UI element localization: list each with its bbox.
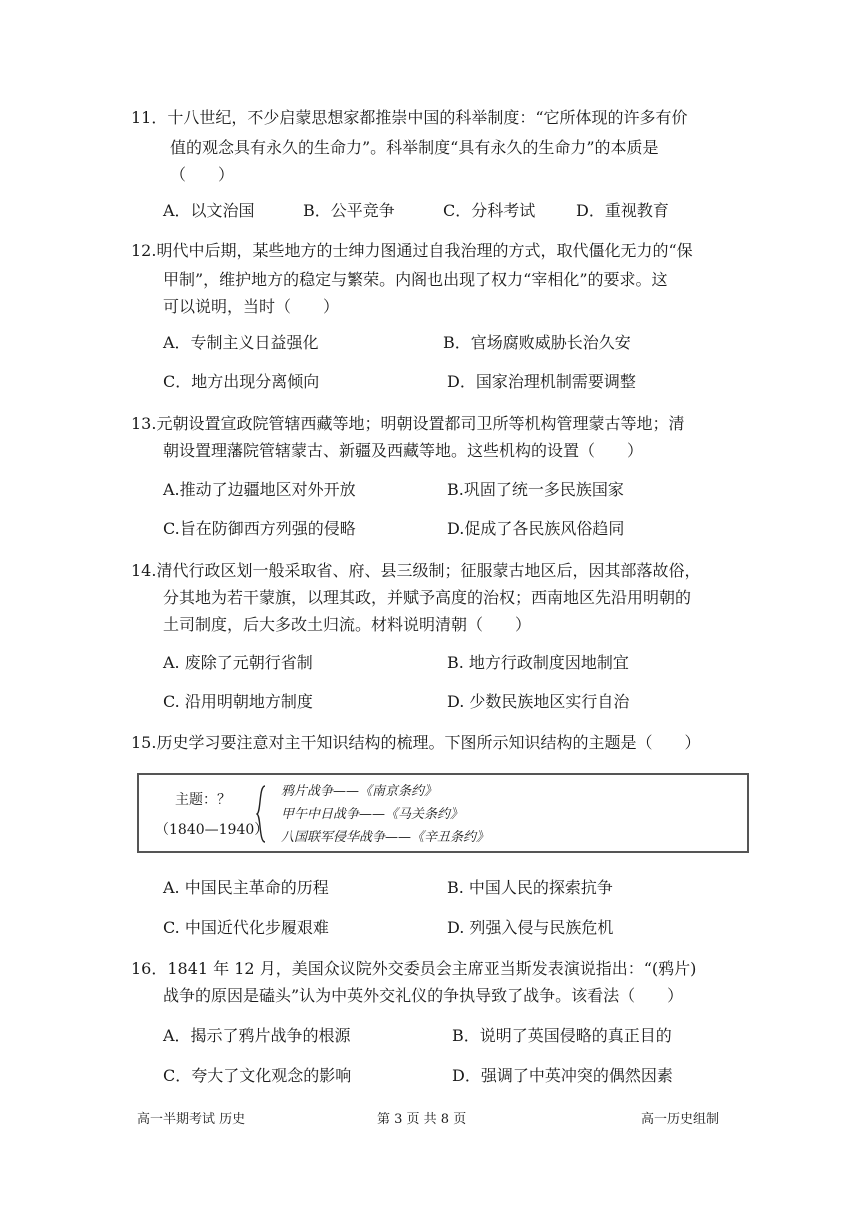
question-14-stem-line3: 土司制度，后大多改土归流。材料说明清朝（ ） (163, 615, 532, 634)
question-16-stem-line2: 战争的原因是磕头”认为中英外交礼仪的争执导致了战争。该看法（ ） (163, 986, 684, 1005)
question-12-option-d[interactable]: D．国家治理机制需要调整 (447, 372, 636, 391)
question-13-option-c[interactable]: C.旨在防御西方列强的侵略 (163, 519, 356, 538)
question-13-option-d[interactable]: D.促成了各民族风俗趋同 (447, 519, 625, 538)
question-12-stem-line2: 甲制”，维护地方的稳定与繁荣。内阁也出现了权力“宰相化”的要求。这 (163, 270, 668, 289)
question-14-option-c[interactable]: C. 沿用明朝地方制度 (163, 692, 313, 711)
structure-period: （1840—1940） (155, 822, 269, 838)
question-12-option-a[interactable]: A．专制主义日益强化 (163, 333, 319, 352)
question-12-option-b[interactable]: B．官场腐败威胁长治久安 (443, 333, 631, 352)
structure-item: 八国联军侵华战争——《辛丑条约》 (281, 830, 490, 845)
question-12-option-c[interactable]: C．地方出现分离倾向 (163, 372, 320, 391)
footer-exam-name: 高一半期考试 历史 (137, 1112, 246, 1127)
structure-theme: 主题：？ (175, 792, 231, 808)
question-12-stem-line1: 12.明代中后期，某些地方的士绅力图通过自我治理的方式，取代僵化无力的“保 (131, 241, 693, 260)
question-16-option-d[interactable]: D．强调了中英冲突的偶然因素 (452, 1066, 673, 1085)
question-14-stem-line1: 14.清代行政区划一般采取省、府、县三级制；征服蒙古地区后，因其部落故俗， (131, 561, 701, 580)
footer-publisher: 高一历史组制 (641, 1112, 720, 1127)
structure-item: 甲午中日战争——《马关条约》 (281, 807, 464, 822)
question-16-option-b[interactable]: B．说明了英国侵略的真正目的 (452, 1026, 672, 1045)
question-13-stem-line1: 13.元朝设置宣政院管辖西藏等地；明朝设置都司卫所等机构管理蒙古等地；清 (131, 414, 685, 433)
question-11-stem-line3: （ ） (170, 165, 235, 184)
question-15-option-b[interactable]: B. 中国人民的探索抗争 (447, 878, 613, 897)
question-11-stem-line2: 值的观念具有永久的生命力”。科举制度“具有永久的生命力”的本质是 (170, 138, 659, 157)
question-16-option-a[interactable]: A．揭示了鸦片战争的根源 (163, 1026, 351, 1045)
knowledge-structure-figure (137, 773, 749, 853)
question-15-option-a[interactable]: A. 中国民主革命的历程 (163, 878, 329, 897)
question-14-option-a[interactable]: A. 废除了元朝行省制 (163, 653, 313, 672)
question-11-option-d[interactable]: D．重视教育 (576, 201, 669, 220)
question-11-option-c[interactable]: C．分科考试 (443, 201, 536, 220)
question-11-option-a[interactable]: A．以文治国 (163, 201, 255, 220)
question-12-stem-line3: 可以说明，当时（ ） (163, 297, 340, 316)
question-14-option-b[interactable]: B. 地方行政制度因地制宜 (447, 653, 629, 672)
question-15-option-c[interactable]: C. 中国近代化步履艰难 (163, 918, 329, 937)
question-11-option-b[interactable]: B．公平竞争 (303, 201, 395, 220)
question-14-stem-line2: 分其地为若干蒙旗，以理其政，并赋予高度的治权；西南地区先沿用明朝的 (163, 588, 692, 607)
question-11-stem-line1: 11．十八世纪，不少启蒙思想家都推崇中国的科举制度：“它所体现的许多有价 (131, 108, 688, 127)
structure-item: 鸦片战争——《南京条约》 (281, 784, 438, 799)
question-15-stem-line1: 15.历史学习要注意对主干知识结构的梳理。下图所示知识结构的主题是（ ） (131, 733, 701, 752)
question-13-option-b[interactable]: B.巩固了统一多民族国家 (447, 480, 624, 499)
question-15-option-d[interactable]: D. 列强入侵与民族危机 (447, 918, 614, 937)
question-16-option-c[interactable]: C．夸大了文化观念的影响 (163, 1066, 352, 1085)
footer-page-number: 第 3 页 共 8 页 (377, 1112, 467, 1127)
question-13-option-a[interactable]: A.推动了边疆地区对外开放 (163, 480, 356, 499)
question-13-stem-line2: 朝设置理藩院管辖蒙古、新疆及西藏等地。这些机构的设置（ ） (163, 441, 644, 460)
curly-brace-icon (256, 785, 266, 843)
question-14-option-d[interactable]: D. 少数民族地区实行自治 (447, 692, 630, 711)
question-16-stem-line1: 16．1841 年 12 月，美国众议院外交委员会主席亚当斯发表演说指出：“(鸦片) (131, 959, 697, 978)
